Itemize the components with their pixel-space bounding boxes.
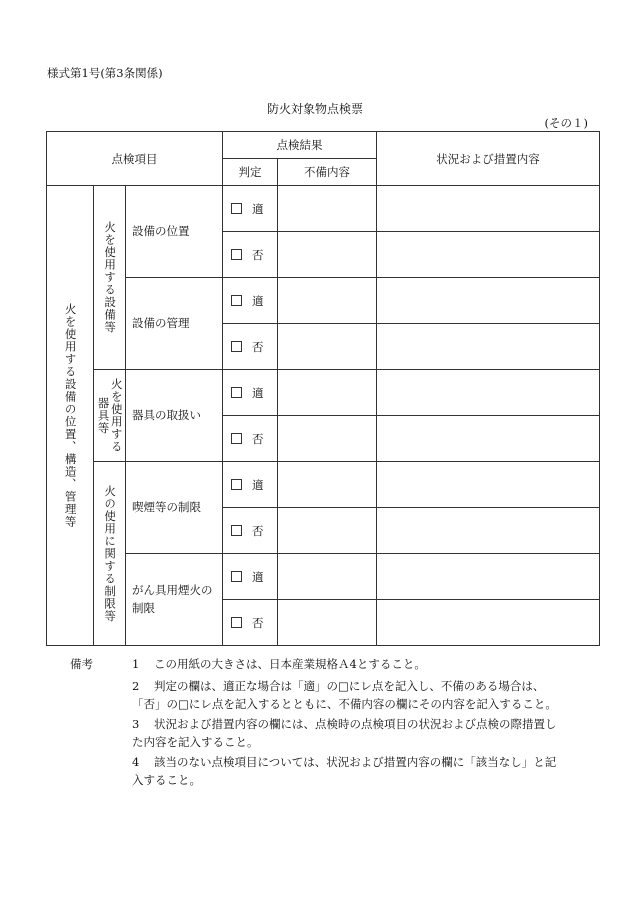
checkbox-icon[interactable] [231, 387, 242, 398]
table-row [47, 186, 600, 232]
note-item: 1 この用紙の大きさは、日本産業規格Ａ4とすること。 [132, 657, 426, 671]
checkbox-icon[interactable] [231, 479, 242, 490]
defect-cell[interactable] [278, 232, 377, 278]
table-row [47, 462, 600, 508]
judge-ng-cell[interactable]: 否 [223, 232, 278, 278]
checkbox-icon[interactable] [231, 617, 242, 628]
checkbox-icon[interactable] [231, 203, 242, 214]
status-cell[interactable] [377, 278, 600, 324]
checkbox-icon[interactable] [231, 525, 242, 536]
header-judgment: 判定 [223, 159, 278, 186]
defect-cell[interactable] [278, 324, 377, 370]
status-cell[interactable] [377, 186, 600, 232]
judge-ok-cell[interactable]: 適 [223, 554, 278, 600]
table-row [47, 370, 600, 416]
status-cell[interactable] [377, 462, 600, 508]
defect-cell[interactable] [278, 370, 377, 416]
status-cell[interactable] [377, 370, 600, 416]
checkbox-icon[interactable] [231, 249, 242, 260]
defect-cell[interactable] [278, 600, 377, 646]
notes-label: 備考 [70, 657, 93, 671]
defect-cell[interactable] [278, 462, 377, 508]
group-cell-fire-appliances [94, 370, 126, 462]
defect-cell[interactable] [278, 186, 377, 232]
item-appliance-handling: 器具の取扱い [126, 370, 223, 462]
defect-cell[interactable] [278, 278, 377, 324]
defect-cell[interactable] [278, 416, 377, 462]
document-title: 防火対象物点検票 [266, 102, 363, 116]
checkbox-icon[interactable] [231, 295, 242, 306]
table-row [47, 278, 600, 324]
group-cell-fire-use-restrictions [94, 462, 126, 646]
item-equipment-management: 設備の管理 [126, 278, 223, 370]
checkbox-icon[interactable] [231, 571, 242, 582]
checkbox-icon[interactable] [231, 341, 242, 352]
group-label-fire-equipment: 火を使用する設備等 [103, 221, 118, 334]
group-label-fire-use-restrictions: 火の使用に関する制限等 [103, 484, 118, 623]
group-cell-fire-equipment [94, 186, 126, 370]
status-cell[interactable] [377, 600, 600, 646]
status-cell[interactable] [377, 232, 600, 278]
judge-ok-cell[interactable]: 適 [223, 370, 278, 416]
judge-ok-cell[interactable]: 適 [223, 186, 278, 232]
category-label: 火を使用する設備の位置、構造、管理等 [63, 303, 78, 528]
note-item: 3 状況および措置内容の欄には、点検時の点検項目の状況および点検の際措置し た内容を記入すること。 [132, 717, 557, 749]
group-label-fire-appliances: 火を使用する器具等 [96, 378, 124, 453]
status-cell[interactable] [377, 508, 600, 554]
header-status-measures: 状況および措置内容 [377, 132, 600, 186]
header-inspection-result: 点検結果 [223, 132, 377, 159]
item-equipment-location: 設備の位置 [126, 186, 223, 278]
inspection-table [46, 131, 600, 646]
status-cell[interactable] [377, 554, 600, 600]
judge-ng-cell[interactable]: 否 [223, 600, 278, 646]
status-cell[interactable] [377, 416, 600, 462]
status-cell[interactable] [377, 324, 600, 370]
header-inspection-item: 点検項目 [47, 132, 223, 186]
form-number: 様式第1号(第3条関係) [47, 66, 163, 80]
judge-ng-cell[interactable]: 否 [223, 508, 278, 554]
part-label: (その１) [544, 116, 588, 130]
judge-ok-cell[interactable]: 適 [223, 278, 278, 324]
checkbox-icon[interactable] [231, 433, 242, 444]
header-defect-content: 不備内容 [278, 159, 377, 186]
judge-ok-cell[interactable]: 適 [223, 462, 278, 508]
table-row [47, 554, 600, 600]
item-toy-fireworks-restriction: がん具用煙火の制限 [126, 554, 223, 646]
note-item: 4 該当のない点検項目については、状況および措置内容の欄に「該当なし」と記 入すること。 [132, 755, 557, 787]
judge-ng-cell[interactable]: 否 [223, 324, 278, 370]
defect-cell[interactable] [278, 554, 377, 600]
defect-cell[interactable] [278, 508, 377, 554]
note-item: 2 判定の欄は、適正な場合は「適」の□にレ点を記入し、不備のある場合は、 「否」の□にレ点を記入するとともに、不備内容の欄にその内容を記入すること。 [132, 679, 557, 711]
judge-ng-cell[interactable]: 否 [223, 416, 278, 462]
category-cell [47, 186, 94, 646]
item-smoking-restriction: 喫煙等の制限 [126, 462, 223, 554]
